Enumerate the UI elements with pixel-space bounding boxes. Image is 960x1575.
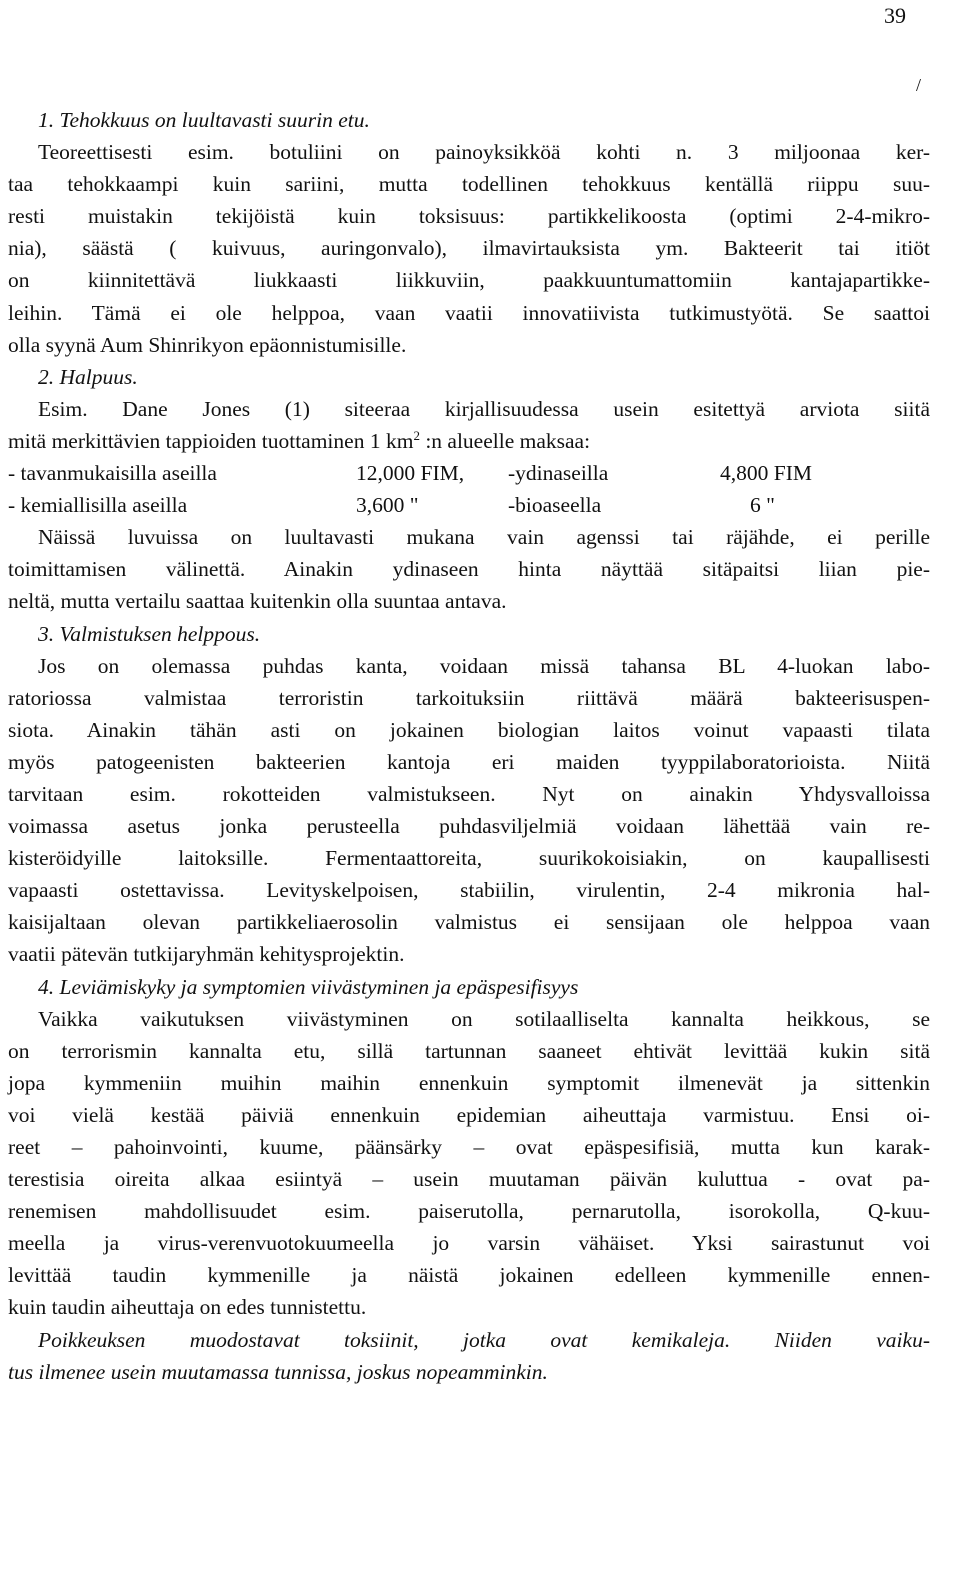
paragraph-line: vaatii pätevän tutkijaryhmän kehitysprojektin. <box>8 942 405 967</box>
paragraph-line: levittää taudin kymmenille ja näistä jokainen edelleen kymmenille ennen- <box>8 1263 930 1288</box>
paragraph-line: renemisen mahdollisuudet esim. paiserutolla, pernarutolla, isorokolla, Q-kuu- <box>8 1199 930 1224</box>
paragraph-line: kisteröidyille laitoksille. Fermentaattoreita, suurikokoisiakin, on kaupallisesti <box>8 846 930 871</box>
weapon-type-label: - tavanmukaisilla aseilla <box>8 461 217 486</box>
paragraph-line: meella ja virus-verenvuotokuumeella jo varsin vähäiset. Yksi sairastunut voi <box>8 1231 930 1256</box>
paragraph-line: Vaikka vaikutuksen viivästyminen on sotilaalliselta kannalta heikkous, se <box>38 1006 930 1031</box>
cost-value: 4,800 FIM <box>720 461 812 486</box>
paragraph-line: Esim. Dane Jones (1) siteeraa kirjallisuudessa usein esitettyä arviota siitä <box>38 396 930 421</box>
paragraph-line: nia), säästä ( kuivuus, auringonvalo), ilmavirtauksista ym. Bakteerit tai itiöt <box>8 236 930 261</box>
paragraph-line: kaisijaltaan olevan partikkeliaerosolin valmistus ei sensijaan ole helppoa vaan <box>8 910 930 935</box>
cost-value: 3,600 " <box>356 493 419 518</box>
cost-row <box>8 457 930 489</box>
page-number: 39 <box>884 3 906 28</box>
paragraph-line: toimittamisen välinettä. Ainakin ydinaseen hinta näyttää sitäpaitsi liian pie- <box>8 557 930 582</box>
paragraph-line: tarvitaan esim. rokotteiden valmistukseen. Nyt on ainakin Yhdysvalloissa <box>8 781 930 806</box>
paragraph-line: Jos on olemassa puhdas kanta, voidaan missä tahansa BL 4-luokan labo- <box>38 653 930 678</box>
weapon-type-label: -bioaseella <box>508 493 602 518</box>
paragraph-line: voimassa asetus jonka perusteella puhdasviljelmiä voidaan lähettää vain re- <box>8 814 930 839</box>
paragraph-line: olla syynä Aum Shinrikyon epäonnistumisille. <box>8 332 407 357</box>
paragraph-line: jopa kymmeniin muihin maihin ennenkuin symptomit ilmenevät ja sittenkin <box>8 1070 930 1095</box>
italic-note-line: tus ilmenee usein muutamassa tunnissa, joskus nopeamminkin. <box>8 1359 548 1384</box>
paragraph-line: terestisia oireita alkaa esiintyä – usein muutaman päivän kuluttua - ovat pa- <box>8 1167 930 1192</box>
heading-halpuus: 2. Halpuus. <box>38 364 138 389</box>
weapon-type-label: - kemiallisilla aseilla <box>8 493 188 518</box>
weapon-type-label: -ydinaseilla <box>508 461 609 486</box>
paragraph-line: taa tehokkaampi kuin sariini, mutta todellinen tehokkuus kentällä riippu suu- <box>8 172 930 197</box>
paragraph-line: on kiinnitettävä liukkaasti liikkuviin, paakkuuntumattomiin kantajapartikke- <box>8 268 930 293</box>
document-body <box>8 104 930 1388</box>
paragraph-line: Teoreettisesti esim. botuliini on painoyksikköä kohti n. 3 miljoonaa ker- <box>38 140 930 165</box>
paragraph-line: myös patogeenisten bakteerien kantoja eri maiden tyyppilaboratorioista. Niitä <box>8 749 930 774</box>
paragraph-line: Näissä luvuissa on luultavasti mukana vain agenssi tai räjähde, ei perille <box>38 525 930 550</box>
paragraph-line: voi vielä kestää päiviä ennenkuin epidemian aiheuttaja varmistuu. Ensi oi- <box>8 1102 930 1127</box>
paragraph-line: leihin. Tämä ei ole helppoa, vaan vaatii innovatiivista tutkimustyötä. Se saattoi <box>8 300 930 325</box>
paragraph-line: on terrorismin kannalta etu, sillä tartunnan saaneet ehtivät levittää kukin sitä <box>8 1038 930 1063</box>
paragraph-line <box>8 425 930 457</box>
stray-mark: / <box>916 75 922 95</box>
paragraph-line: vapaasti ostettavissa. Levityskelpoisen, stabiilin, virulentin, 2-4 mikronia hal- <box>8 878 930 903</box>
superscript: 2 <box>413 427 420 443</box>
paragraph-line: reet – pahoinvointi, kuume, päänsärky – ovat epäspesifisiä, mutta kun karak- <box>8 1135 930 1159</box>
paragraph-line: kuin taudin aiheuttaja on edes tunnistettu. <box>8 1295 367 1320</box>
paragraph-line: neltä, mutta vertailu saattaa kuitenkin olla suuntaa antava. <box>8 589 507 614</box>
heading-leviamiskyky: 4. Leviämiskyky ja symptomien viivästyminen ja epäspesifisyys <box>38 974 579 999</box>
text-fragment: :n alueelle maksaa: <box>419 428 591 453</box>
text-fragment: mitä merkittävien tappioiden tuottaminen 1 km <box>8 428 414 453</box>
paragraph-line: resti muistakin tekijöistä kuin toksisuus: partikkelikoosta (optimi 2-4-mikro- <box>8 204 930 229</box>
cost-value: 12,000 FIM, <box>356 461 465 486</box>
heading-tehokkuus: 1. Tehokkuus on luultavasti suurin etu. <box>38 108 370 132</box>
paragraph-line: ratoriossa valmistaa terroristin tarkoituksiin riittävä määrä bakteerisuspen- <box>8 685 930 710</box>
cost-row <box>8 489 930 521</box>
cost-value: 6 " <box>750 493 775 518</box>
paragraph-line: siota. Ainakin tähän asti on jokainen biologian laitos voinut vapaasti tilata <box>8 717 930 742</box>
heading-valmistuksen-helppous: 3. Valmistuksen helppous. <box>38 621 261 646</box>
italic-note-line: Poikkeuksen muodostavat toksiinit, jotka ovat kemikaleja. Niiden vaiku- <box>38 1327 930 1352</box>
